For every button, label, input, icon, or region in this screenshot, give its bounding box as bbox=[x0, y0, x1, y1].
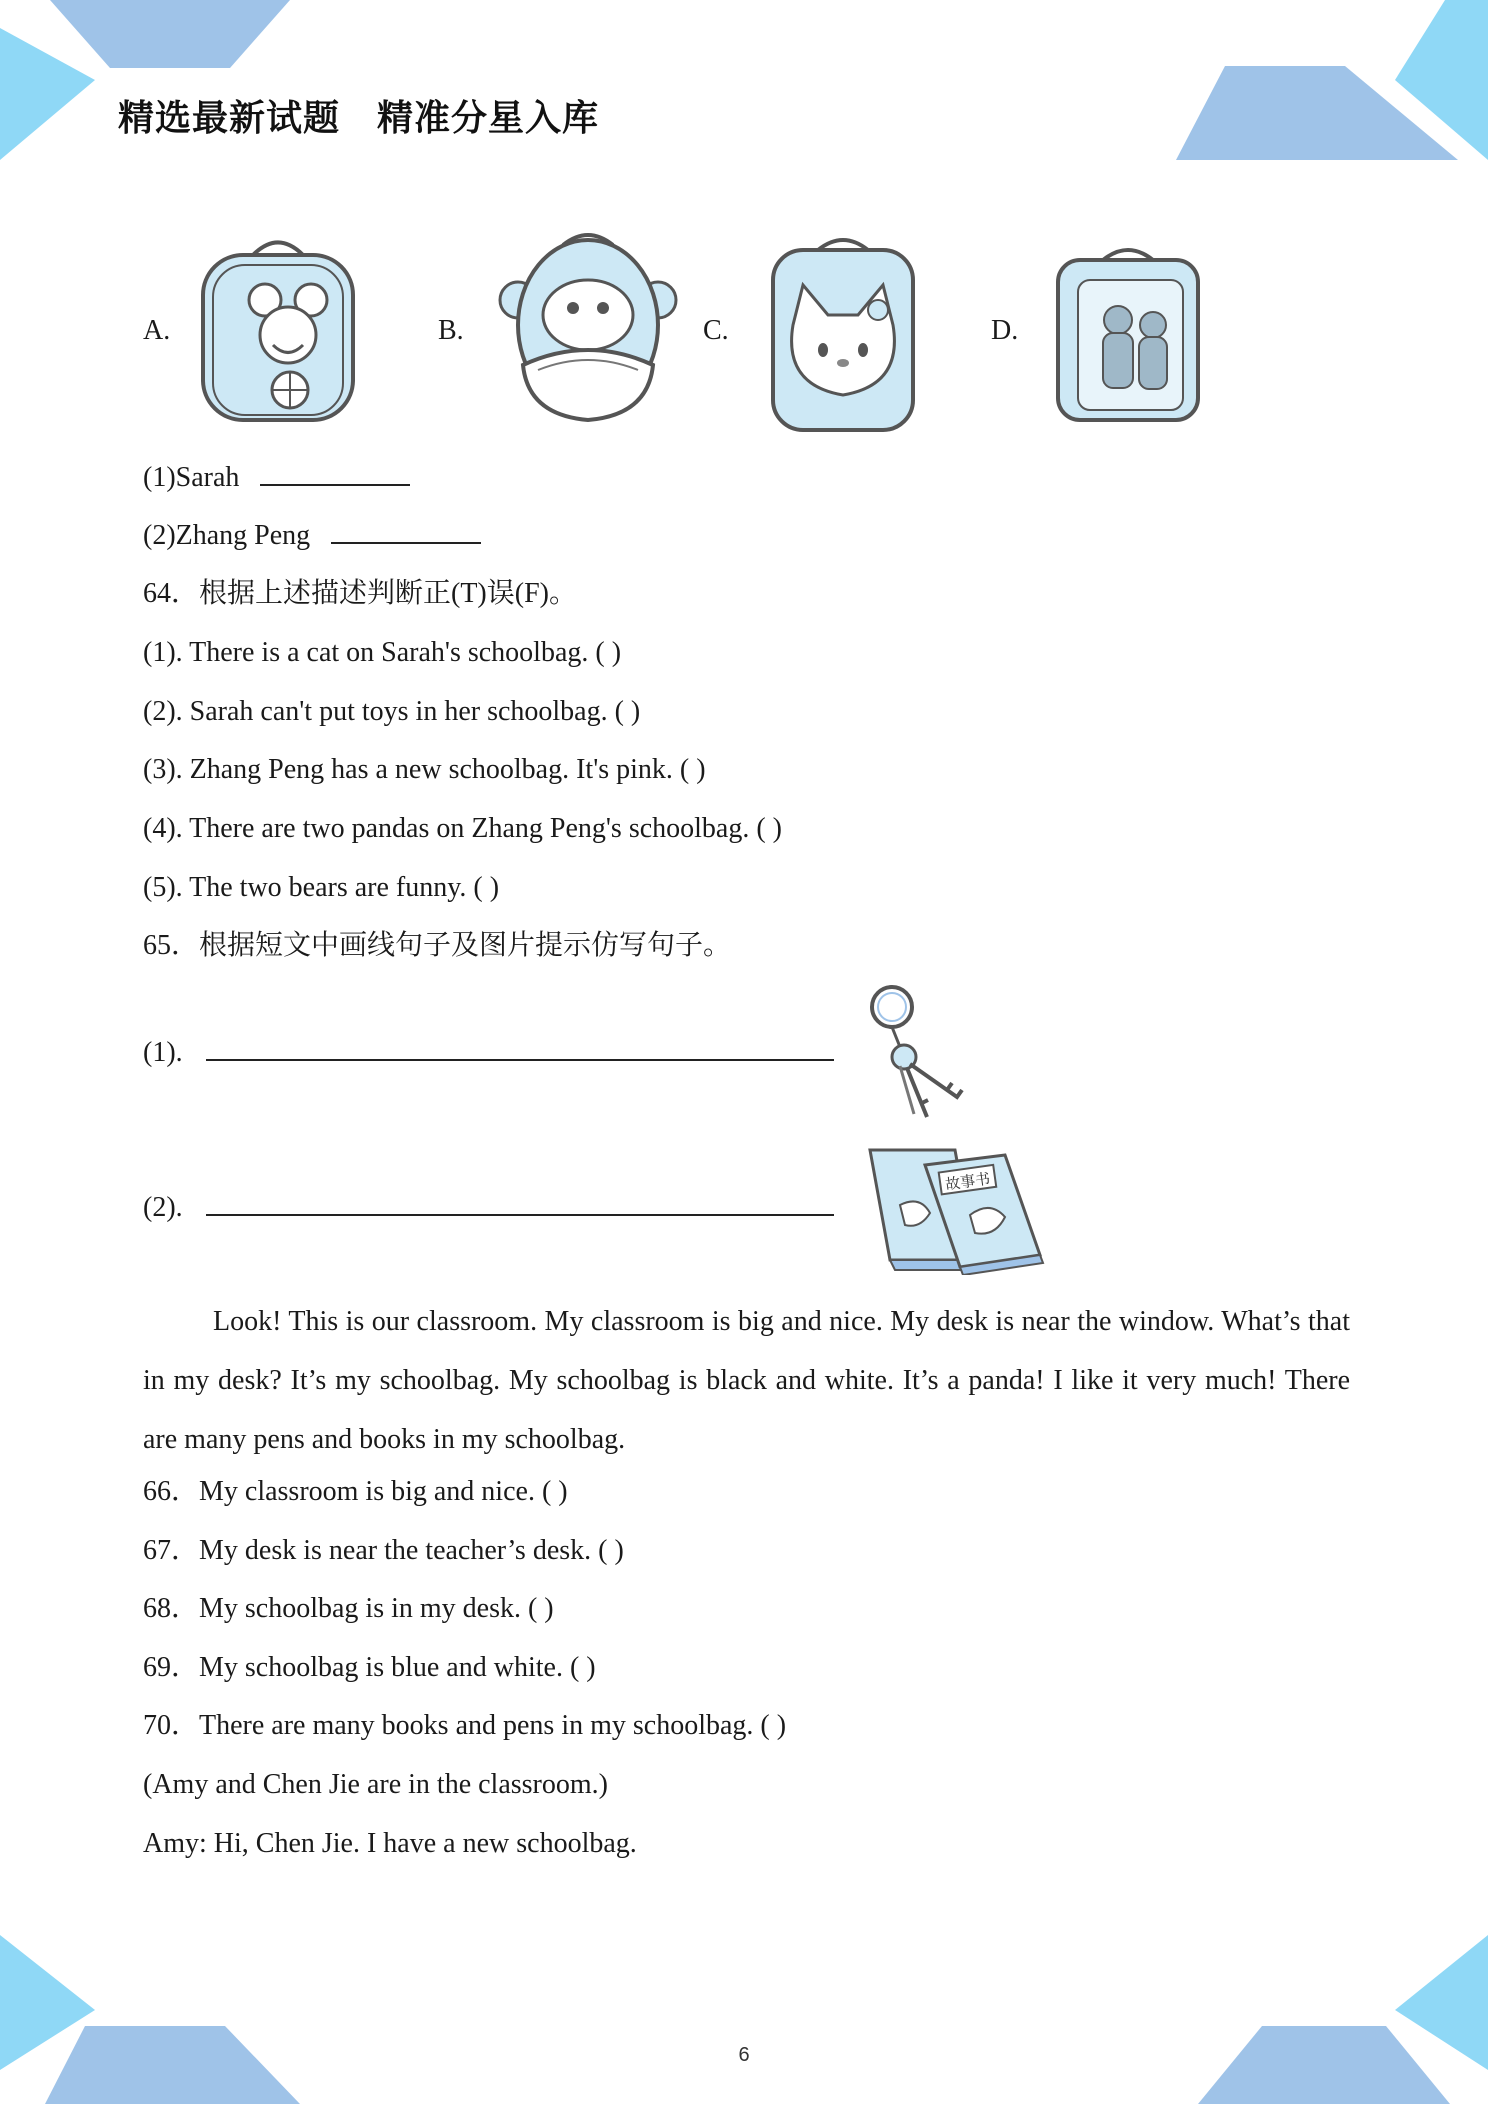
mickey-schoolbag-icon bbox=[193, 235, 363, 425]
dialog-line-1: Amy: Hi, Chen Jie. I have a new schoolbag. bbox=[143, 1828, 637, 1859]
q64-item-1: (1). There is a cat on Sarah's schoolbag. ( ) bbox=[143, 637, 622, 668]
monkey-schoolbag-icon bbox=[498, 230, 678, 430]
page-number: 6 bbox=[738, 2044, 750, 2066]
q63-zhang-blank[interactable] bbox=[331, 542, 481, 544]
question-70: 70．There are many books and pens in my schoolbag. ( ) bbox=[143, 1710, 787, 1741]
q64-item-3: (3). Zhang Peng has a new schoolbag. It's pink. ( ) bbox=[143, 754, 706, 785]
q63-sarah-line bbox=[143, 460, 410, 496]
q63-zhang-line bbox=[143, 518, 481, 554]
option-b-label: B. bbox=[438, 315, 464, 346]
q65-item-2-label: (2). bbox=[143, 1192, 183, 1223]
q65-item-1 bbox=[143, 1035, 834, 1071]
q64-item-2: (2). Sarah can't put toys in her schoolbag. ( ) bbox=[143, 696, 641, 727]
schoolbag-options bbox=[143, 230, 1243, 430]
q64-item-5: (5). The two bears are funny. ( ) bbox=[143, 872, 500, 903]
q63-zhang-label: (2)Zhang Peng bbox=[143, 520, 311, 551]
q65-item-2-blank[interactable] bbox=[206, 1214, 834, 1216]
q65-item-1-label: (1). bbox=[143, 1037, 183, 1068]
question-69: 69．My schoolbag is blue and white. ( ) bbox=[143, 1652, 596, 1683]
q63-sarah-blank[interactable] bbox=[260, 484, 410, 486]
question-68: 68．My schoolbag is in my desk. ( ) bbox=[143, 1593, 554, 1624]
reading-passage: Look! This is our classroom. My classroom is big and nice. My desk is near the window. What’s that in my desk? It’s my schoolbag. My schoolbag is black and white. It’s a panda! I like it very much! There are many pens and books in my schoolbag. bbox=[143, 1306, 1350, 1455]
q64-title: 64．根据上述描述判断正(T)误(F)。 bbox=[143, 578, 577, 609]
q65-item-2 bbox=[143, 1190, 834, 1226]
q65-title: 65．根据短文中画线句子及图片提示仿写句子。 bbox=[143, 930, 732, 961]
storybooks-icon bbox=[865, 1145, 1045, 1275]
hellokitty-schoolbag-icon bbox=[763, 235, 923, 435]
option-a-label: A. bbox=[143, 315, 171, 346]
option-c-label: C. bbox=[703, 315, 729, 346]
question-66: 66．My classroom is big and nice. ( ) bbox=[143, 1476, 568, 1507]
storybook-title: 故事书 bbox=[944, 1169, 992, 1194]
bears-schoolbag-icon bbox=[1053, 245, 1203, 425]
q64-item-4: (4). There are two pandas on Zhang Peng's schoolbag. ( ) bbox=[143, 813, 783, 844]
option-d-label: D. bbox=[991, 315, 1019, 346]
question-67: 67．My desk is near the teacher’s desk. ( ) bbox=[143, 1535, 624, 1566]
q63-sarah-label: (1)Sarah bbox=[143, 462, 240, 493]
keys-icon bbox=[862, 982, 982, 1127]
dialog-intro: (Amy and Chen Jie are in the classroom.) bbox=[143, 1769, 608, 1800]
q65-item-1-blank[interactable] bbox=[206, 1059, 834, 1061]
page-header-title: 精选最新试题 精准分星入库 bbox=[118, 98, 600, 139]
